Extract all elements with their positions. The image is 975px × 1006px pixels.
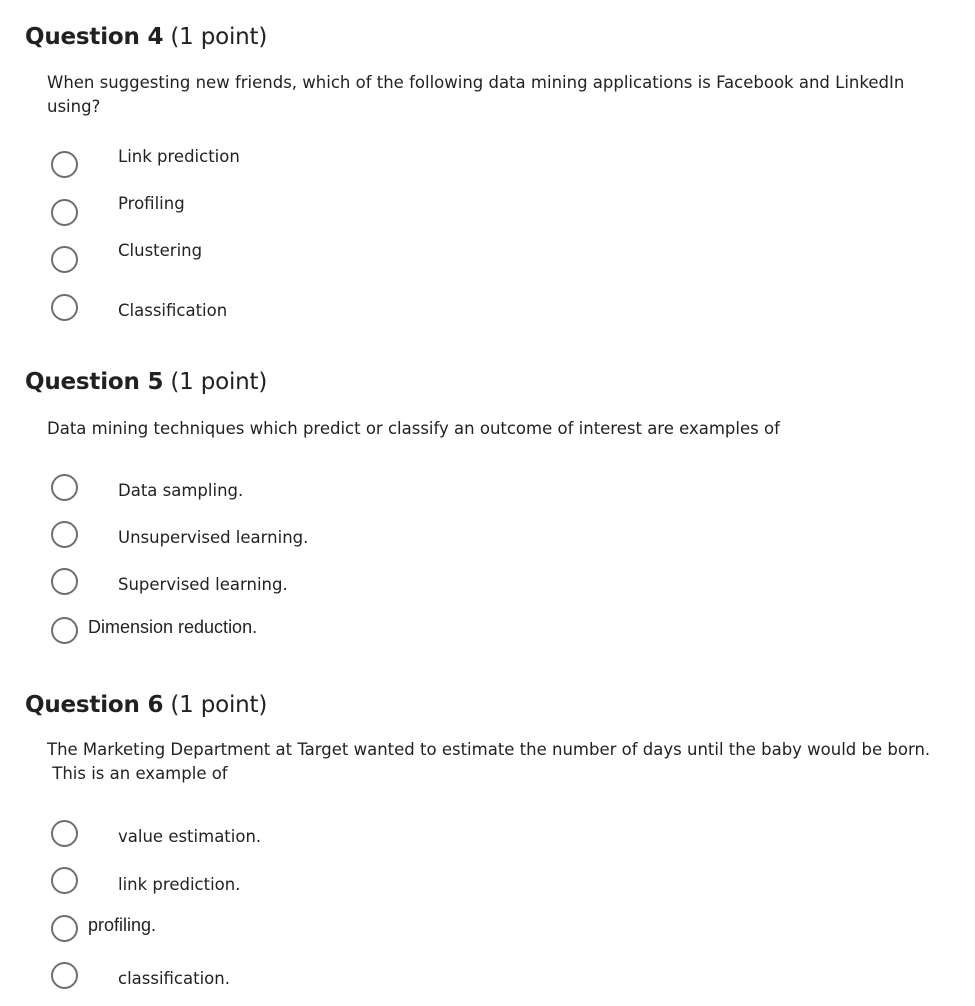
option-label[interactable]: Link prediction <box>118 147 240 166</box>
radio-button[interactable] <box>51 568 78 595</box>
question-text-line: using? <box>47 97 101 116</box>
radio-button[interactable] <box>51 617 78 644</box>
option-label[interactable]: value estimation. <box>118 827 262 846</box>
option-label[interactable]: Profiling <box>118 194 185 213</box>
option-label[interactable]: Data sampling. <box>118 481 244 500</box>
question-text-line: The Marketing Department at Target wanted to estimate the number of days until the baby would be born. <box>47 740 931 759</box>
radio-button[interactable] <box>51 246 78 273</box>
radio-button[interactable] <box>51 867 78 894</box>
question-title <box>25 369 267 395</box>
question-number: Question 5 <box>25 369 164 395</box>
radio-button[interactable] <box>51 962 78 989</box>
option-label[interactable]: Dimension reduction. <box>88 617 258 637</box>
question-points: (1 point) <box>170 692 268 718</box>
question-text <box>47 417 780 441</box>
question-text-line: This is an example of <box>47 764 228 783</box>
option-label[interactable]: Unsupervised learning. <box>118 528 309 547</box>
question-title <box>25 24 267 50</box>
question-text-line: Data mining techniques which predict or classify an outcome of interest are examples of <box>47 419 780 438</box>
question-text <box>47 71 904 119</box>
question-text <box>47 738 930 786</box>
radio-button[interactable] <box>51 294 78 321</box>
question-text-line: When suggesting new friends, which of the following data mining applications is Facebook and LinkedIn <box>47 73 905 92</box>
radio-button[interactable] <box>51 199 78 226</box>
question-title <box>25 692 267 718</box>
option-label[interactable]: link prediction. <box>118 875 241 894</box>
question-points: (1 point) <box>170 24 268 50</box>
radio-button[interactable] <box>51 474 78 501</box>
question-points: (1 point) <box>170 369 268 395</box>
radio-button[interactable] <box>51 151 78 178</box>
radio-button[interactable] <box>51 915 78 942</box>
option-label[interactable]: Supervised learning. <box>118 575 288 594</box>
option-label[interactable]: Clustering <box>118 241 203 260</box>
option-label[interactable]: Classification <box>118 301 228 320</box>
option-label[interactable]: classification. <box>118 969 230 988</box>
radio-button[interactable] <box>51 521 78 548</box>
option-label[interactable]: profiling. <box>88 915 157 935</box>
question-number: Question 6 <box>25 692 164 718</box>
radio-button[interactable] <box>51 820 78 847</box>
question-number: Question 4 <box>25 24 164 50</box>
